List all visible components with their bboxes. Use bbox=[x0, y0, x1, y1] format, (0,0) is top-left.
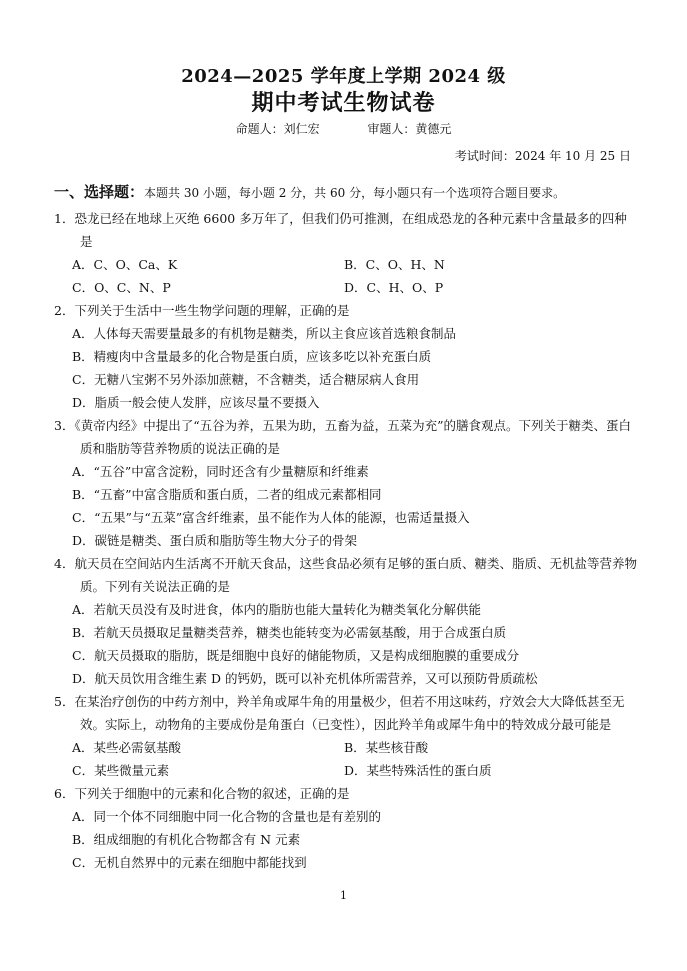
section-desc: 本题共 30 小题，每小题 2 分，共 60 分，每小题只有一个选项符合题目要求。 bbox=[144, 186, 566, 200]
question-stem: 1．恐龙已经在地球上灭绝 6600 多万年了，但我们仍可推测，在组成恐龙的各种元素中含量最多的四种是 bbox=[54, 211, 627, 249]
option-b: B．某些核苷酸 bbox=[344, 740, 429, 755]
exam-title-line1: 2024—2025 学年度上学期 2024 级 bbox=[181, 66, 506, 87]
option-b: B．组成细胞的有机化合物都含有 N 元素 bbox=[72, 832, 301, 847]
option-d: D．C、H、O、P bbox=[344, 280, 444, 295]
option-b: B．“五畜”中富含脂质和蛋白质，二者的组成元素都相同 bbox=[72, 487, 382, 502]
option-a: A．“五谷”中富含淀粉，同时还含有少量糖原和纤维素 bbox=[72, 464, 369, 479]
option-c: C．航天员摄取的脂肪，既是细胞中良好的储能物质，又是构成细胞膜的重要成分 bbox=[72, 648, 520, 663]
question-stem: 4．航天员在空间站内生活离不开航天食品，这些食品必须有足够的蛋白质、糖类、脂质、无机盐等营养物质。下列有关说法正确的是 bbox=[54, 556, 637, 594]
option-d: D．脂质一般会使人发胖，应该尽量不要摄入 bbox=[72, 395, 320, 410]
question-5 bbox=[54, 690, 638, 782]
option-a: A．人体每天需要量最多的有机物是糖类，所以主食应该首选粮食制品 bbox=[72, 326, 457, 341]
exam-title-line2: 期中考试生物试卷 bbox=[251, 90, 436, 116]
option-c: C．无机自然界中的元素在细胞中都能找到 bbox=[72, 855, 307, 870]
proposer: 命题人：刘仁宏 bbox=[235, 122, 320, 136]
option-row bbox=[54, 759, 638, 782]
question-2 bbox=[54, 299, 638, 414]
question-3 bbox=[54, 414, 638, 552]
question-stem: 6．下列关于细胞中的元素和化合物的叙述，正确的是 bbox=[54, 786, 350, 801]
question-stem: 5．在某治疗创伤的中药方剂中，羚羊角或犀牛角的用量极少，但若不用这味药，疗效会大大降低甚至无效。实际上，动物角的主要成份是角蛋白（已变性），因此羚羊角或犀牛角中的特效成分最可能是 bbox=[54, 694, 625, 732]
page-number: 1 bbox=[340, 889, 347, 902]
author-line bbox=[0, 120, 687, 137]
exam-time: 考试时间：2024 年 10 月 25 日 bbox=[454, 149, 631, 163]
option-c: C．O、C、N、P bbox=[72, 280, 171, 295]
question-area bbox=[54, 180, 638, 874]
option-a: A．C、O、Ca、K bbox=[72, 257, 178, 272]
question-stem: 2．下列关于生活中一些生物学问题的理解，正确的是 bbox=[54, 303, 350, 318]
option-b: B．若航天员摄取足量糖类营养，糖类也能转变为必需氨基酸，用于合成蛋白质 bbox=[72, 625, 507, 640]
option-row bbox=[54, 253, 638, 276]
option-a: A．若航天员没有及时进食，体内的脂肪也能大量转化为糖类氧化分解供能 bbox=[72, 602, 482, 617]
section-title: 一、选择题： bbox=[54, 183, 145, 201]
section-heading bbox=[54, 180, 638, 205]
option-c: C．某些微量元素 bbox=[72, 763, 170, 778]
question-6 bbox=[54, 782, 638, 874]
reviewer: 审题人：黄德元 bbox=[367, 122, 452, 136]
option-c: C．“五果”与“五菜”富含纤维素，虽不能作为人体的能源，也需适量摄入 bbox=[72, 510, 470, 525]
option-b: B．C、O、H、N bbox=[344, 257, 445, 272]
question-1 bbox=[54, 207, 638, 299]
question-stem: 3．《黄帝内经》中提出了“五谷为养，五果为助，五畜为益，五菜为充”的膳食观点。下列关于糖类、蛋白质和脂肪等营养物质的说法正确的是 bbox=[54, 418, 631, 456]
option-d: D．某些特殊活性的蛋白质 bbox=[344, 763, 492, 778]
option-row bbox=[54, 276, 638, 299]
option-row bbox=[54, 736, 638, 759]
option-d: D．航天员饮用含维生素 D 的钙奶，既可以补充机体所需营养，又可以预防骨质疏松 bbox=[72, 671, 538, 686]
option-c: C．无糖八宝粥不另外添加蔗糖，不含糖类，适合糖尿病人食用 bbox=[72, 372, 420, 387]
question-4 bbox=[54, 552, 638, 690]
option-a: A．某些必需氨基酸 bbox=[72, 740, 182, 755]
option-a: A．同一个体不同细胞中同一化合物的含量也是有差别的 bbox=[72, 809, 382, 824]
option-d: D．碳链是糖类、蛋白质和脂肪等生物大分子的骨架 bbox=[72, 533, 358, 548]
option-b: B．精瘦肉中含量最多的化合物是蛋白质，应该多吃以补充蛋白质 bbox=[72, 349, 432, 364]
